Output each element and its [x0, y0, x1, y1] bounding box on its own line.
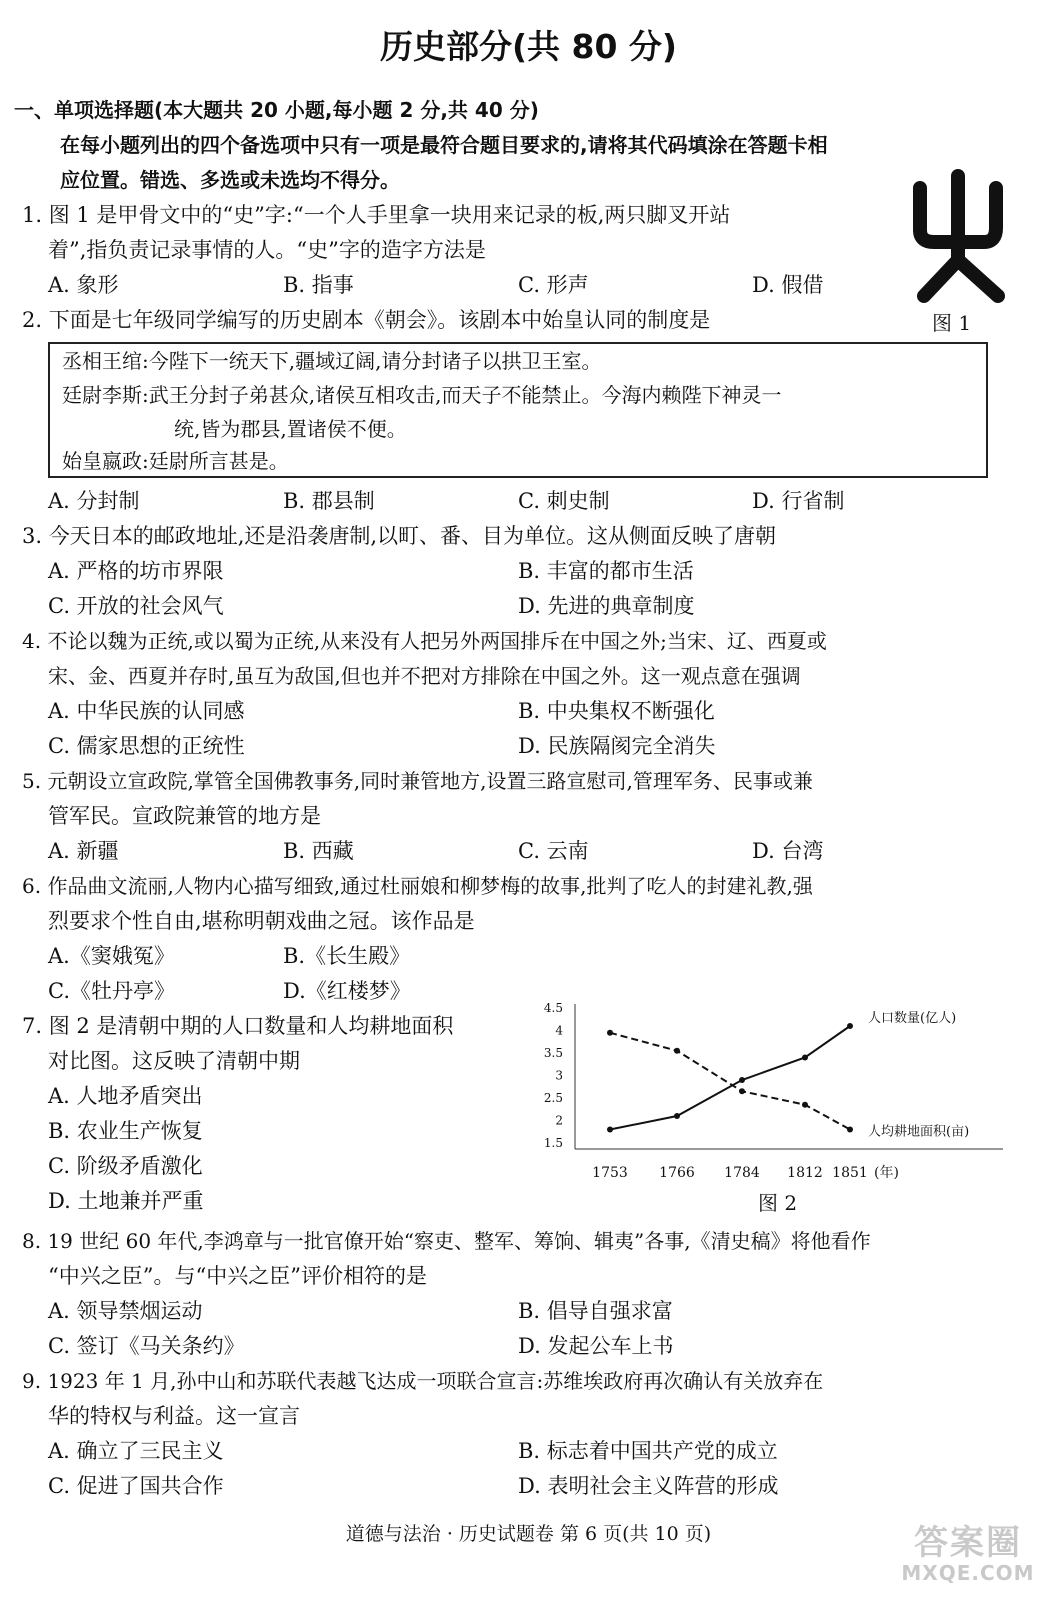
q6-option-a[interactable]: A.《窦娥冤》	[48, 944, 175, 968]
q4-option-c[interactable]: C. 儒家思想的正统性	[48, 734, 245, 758]
q4-option-d[interactable]: D. 民族隔阂完全消失	[518, 734, 716, 758]
q6-option-b[interactable]: B.《长生殿》	[283, 944, 411, 968]
y-tick-label: 4	[555, 1023, 563, 1038]
y-tick-label: 2.5	[543, 1091, 563, 1105]
q7-option-b[interactable]: B. 农业生产恢复	[48, 1119, 203, 1143]
page-footer: 道德与法治 · 历史试题卷 第 6 页(共 10 页)	[345, 1523, 712, 1545]
x-tick-label: 1851	[832, 1165, 868, 1181]
q1-option-a[interactable]: A. 象形	[48, 273, 119, 297]
oracle-bone-shi-character-image	[898, 168, 1018, 308]
q7-option-a[interactable]: A. 人地矛盾突出	[48, 1084, 203, 1108]
dialog-line: 廷尉李斯:武王分封子弟甚众,诸侯互相攻击,而天子不能禁止。今海内赖陛下神灵一	[62, 383, 782, 407]
q9-option-a[interactable]: A. 确立了三民主义	[48, 1439, 224, 1463]
q4-stem-2: 宋、金、西夏并存时,虽互为敌国,但也并不把对方排除在中国之外。这一观点意在强调	[48, 664, 801, 688]
q3-stem: 3. 今天日本的邮政地址,还是沿袭唐制,以町、番、目为单位。这从侧面反映了唐朝	[22, 524, 777, 548]
q1-option-b[interactable]: B. 指事	[283, 273, 354, 297]
x-tick-label: 1753	[592, 1165, 628, 1181]
watermark-text: 答案圈	[914, 1523, 1022, 1563]
dialog-line: 始皇嬴政:廷尉所言甚是。	[62, 449, 289, 473]
watermark-url: MXQE.COM	[901, 1561, 1035, 1585]
q5-option-c[interactable]: C. 云南	[518, 839, 589, 863]
q3-option-a[interactable]: A. 严格的坊市界限	[48, 559, 224, 583]
y-tick-label: 3	[555, 1068, 563, 1083]
data-point	[739, 1088, 745, 1094]
watermark-logo	[893, 1524, 1043, 1586]
data-point	[847, 1127, 853, 1133]
figure-2-label: 图 2	[758, 1191, 798, 1215]
data-point	[607, 1127, 613, 1133]
data-point	[802, 1102, 808, 1108]
q2-option-d[interactable]: D. 行省制	[752, 489, 845, 513]
q8-option-c[interactable]: C. 签订《马关条约》	[48, 1334, 245, 1358]
q9-option-c[interactable]: C. 促进了国共合作	[48, 1474, 224, 1498]
page-title: 历史部分(共 80 分)	[379, 27, 678, 66]
q4-option-a[interactable]: A. 中华民族的认同感	[48, 699, 245, 723]
q6-stem-1: 6. 作品曲文流丽,人物内心描写细致,通过杜丽娘和柳梦梅的故事,批判了吃人的封建礼教,强	[22, 874, 813, 898]
y-tick-label: 1.5	[543, 1136, 563, 1150]
x-tick-label: 1784	[724, 1165, 760, 1181]
q9-stem-1: 9. 1923 年 1 月,孙中山和苏联代表越飞达成一项联合宣言:苏维埃政府再次确认有关放弃在	[22, 1369, 824, 1393]
data-point	[739, 1077, 745, 1083]
q9-option-b[interactable]: B. 标志着中国共产党的成立	[518, 1439, 778, 1463]
series-label: 人均耕地面积(亩)	[868, 1124, 970, 1140]
q9-stem-2: 华的特权与利益。这一宣言	[48, 1404, 300, 1428]
q2-option-b[interactable]: B. 郡县制	[283, 489, 375, 513]
y-tick-label: 4.5	[543, 1001, 563, 1015]
q3-option-d[interactable]: D. 先进的典章制度	[518, 594, 695, 618]
q8-option-d[interactable]: D. 发起公车上书	[518, 1334, 674, 1358]
q7-stem-1: 7. 图 2 是清朝中期的人口数量和人均耕地面积	[22, 1014, 454, 1038]
data-point	[674, 1113, 680, 1119]
q1-stem-1: 1. 图 1 是甲骨文中的“史”字:“一个人手里拿一块用来记录的板,两只脚叉开站	[22, 203, 731, 227]
q3-option-c[interactable]: C. 开放的社会风气	[48, 594, 224, 618]
q6-option-d[interactable]: D.《红楼梦》	[283, 979, 411, 1003]
q8-stem-1: 8. 19 世纪 60 年代,李鸿章与一批官僚开始“察吏、整军、筹饷、辑夷”各事,《清史稿》将他看作	[22, 1229, 871, 1253]
q1-option-d[interactable]: D. 假借	[752, 273, 824, 297]
q9-option-d[interactable]: D. 表明社会主义阵营的形成	[518, 1474, 779, 1498]
x-tick-label: 1812	[787, 1165, 823, 1181]
q7-stem-2: 对比图。这反映了清朝中期	[48, 1049, 300, 1073]
q1-option-c[interactable]: C. 形声	[518, 273, 589, 297]
figure-1-label: 图 1	[932, 311, 972, 335]
q4-option-b[interactable]: B. 中央集权不断强化	[518, 699, 715, 723]
q6-option-c[interactable]: C.《牡丹亭》	[48, 979, 175, 1003]
x-unit-label: (年)	[874, 1165, 899, 1181]
q2-stem: 2. 下面是七年级同学编写的历史剧本《朝会》。该剧本中始皇认同的制度是	[22, 308, 711, 332]
q6-stem-2: 烈要求个性自由,堪称明朝戏曲之冠。该作品是	[48, 909, 475, 933]
q5-option-a[interactable]: A. 新疆	[48, 839, 119, 863]
script-dialog-box	[48, 342, 988, 478]
dialog-line: 统,皆为郡县,置诸侯不便。	[174, 417, 407, 441]
data-point	[674, 1048, 680, 1054]
q1-stem-2: 着”,指负责记录事情的人。“史”字的造字方法是	[48, 238, 486, 262]
dialog-line: 丞相王绾:今陛下一统天下,疆域辽阔,请分封诸子以拱卫王室。	[62, 349, 602, 373]
data-point	[607, 1030, 613, 1036]
series-label: 人口数量(亿人)	[868, 1011, 957, 1026]
x-tick-label: 1766	[659, 1165, 695, 1181]
q5-option-d[interactable]: D. 台湾	[752, 839, 824, 863]
q2-option-c[interactable]: C. 刺史制	[518, 489, 610, 513]
q7-option-d[interactable]: D. 土地兼并严重	[48, 1189, 204, 1213]
q5-option-b[interactable]: B. 西藏	[283, 839, 354, 863]
y-tick-label: 2	[555, 1113, 563, 1128]
q8-option-a[interactable]: A. 领导禁烟运动	[48, 1299, 203, 1323]
section-heading: 一、单项选择题(本大题共 20 小题,每小题 2 分,共 40 分)	[14, 98, 539, 122]
q8-stem-2: “中兴之臣”。与“中兴之臣”评价相符的是	[48, 1264, 427, 1288]
q8-option-b[interactable]: B. 倡导自强求富	[518, 1299, 673, 1323]
y-tick-label: 3.5	[543, 1046, 563, 1060]
data-point	[847, 1023, 853, 1029]
farmland-per-capita-line	[610, 1033, 850, 1130]
instructions-line-1: 在每小题列出的四个备选项中只有一项是最符合题目要求的,请将其代码填涂在答题卡相	[60, 133, 828, 157]
q7-option-c[interactable]: C. 阶级矛盾激化	[48, 1154, 203, 1178]
q3-option-b[interactable]: B. 丰富的都市生活	[518, 559, 694, 583]
q4-stem-1: 4. 不论以魏为正统,或以蜀为正统,从来没有人把另外两国排斥在中国之外;当宋、辽、西夏或	[22, 629, 827, 653]
population-farmland-line-chart	[530, 996, 1030, 1196]
instructions-line-2: 应位置。错选、多选或未选均不得分。	[60, 168, 400, 192]
q5-stem-2: 管军民。宣政院兼管的地方是	[48, 804, 321, 828]
q2-option-a[interactable]: A. 分封制	[48, 489, 140, 513]
data-point	[802, 1055, 808, 1061]
q5-stem-1: 5. 元朝设立宣政院,掌管全国佛教事务,同时兼管地方,设置三路宣慰司,管理军务、民事或兼	[22, 769, 813, 793]
